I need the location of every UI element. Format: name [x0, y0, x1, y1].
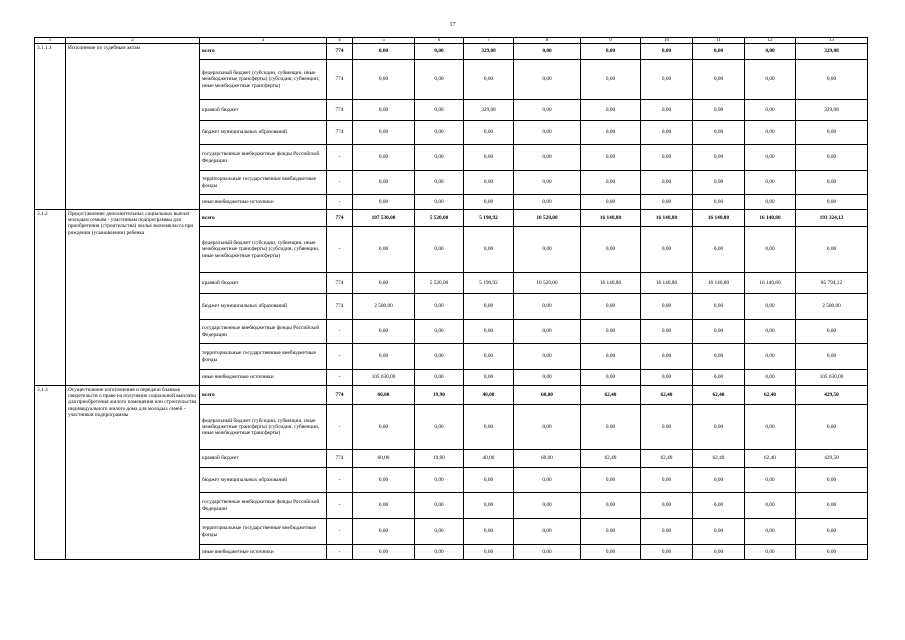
- total-value: 0,00: [796, 468, 868, 493]
- year-value: 0,00: [415, 294, 464, 320]
- year-value: 19,90: [415, 386, 464, 405]
- year-value: 0,00: [581, 60, 641, 100]
- total-value: 0,00: [796, 545, 868, 560]
- column-number: 1: [35, 38, 66, 44]
- year-value: 0,00: [693, 405, 745, 450]
- year-value: 0,00: [514, 60, 581, 100]
- year-value: 0,00: [514, 100, 581, 121]
- year-value: 5 520,00: [415, 273, 464, 294]
- year-value: 0,00: [353, 405, 415, 450]
- year-value: 0,00: [581, 545, 641, 560]
- year-value: 62,40: [745, 450, 796, 468]
- budget-code: -: [327, 545, 353, 560]
- year-value: 0,00: [514, 545, 581, 560]
- year-value: 0,00: [415, 171, 464, 195]
- year-value: 0,00: [353, 100, 415, 121]
- year-value: 0,00: [693, 171, 745, 195]
- funding-source: краевой бюджет: [200, 100, 327, 121]
- year-value: 0,00: [514, 121, 581, 145]
- year-value: 0,00: [745, 468, 796, 493]
- year-value: 0,00: [353, 171, 415, 195]
- budget-code: -: [327, 493, 353, 519]
- budget-code: -: [327, 405, 353, 450]
- year-value: 0,00: [641, 145, 693, 171]
- year-value: 0,00: [581, 171, 641, 195]
- column-number: 7: [464, 38, 514, 44]
- funding-source: бюджет муниципальных образований: [200, 294, 327, 320]
- column-number: 13: [796, 38, 868, 44]
- budget-code: 774: [327, 450, 353, 468]
- year-value: 0,00: [693, 60, 745, 100]
- year-value: 0,00: [745, 227, 796, 273]
- year-value: 0,00: [641, 121, 693, 145]
- year-value: 0,00: [514, 320, 581, 344]
- year-value: 329,08: [464, 100, 514, 121]
- year-value: 0,00: [514, 171, 581, 195]
- total-value: 0,00: [796, 493, 868, 519]
- year-value: 60,00: [514, 450, 581, 468]
- year-value: 0,00: [464, 405, 514, 450]
- budget-code: 774: [327, 273, 353, 294]
- year-value: 0,00: [415, 344, 464, 370]
- year-value: 0,00: [581, 100, 641, 121]
- year-value: 40,00: [464, 386, 514, 405]
- funding-source: территориальные государственные внебюджетные фонды: [200, 519, 327, 545]
- year-value: 0,00: [415, 121, 464, 145]
- year-value: 0,00: [415, 519, 464, 545]
- year-value: 40,00: [464, 450, 514, 468]
- year-value: 0,00: [693, 294, 745, 320]
- year-value: 0,00: [464, 468, 514, 493]
- year-value: 5 190,92: [464, 210, 514, 227]
- year-value: 0,00: [353, 44, 415, 60]
- year-value: 0,00: [581, 493, 641, 519]
- column-number: 2: [66, 38, 200, 44]
- year-value: 0,00: [415, 545, 464, 560]
- year-value: 16 140,80: [693, 210, 745, 227]
- funding-source: иные внебюджетные источники: [200, 545, 327, 560]
- total-value: 85 794,12: [796, 273, 868, 294]
- funding-source: государственные внебюджетные фонды Российской Федерации: [200, 145, 327, 171]
- year-value: 0,00: [745, 545, 796, 560]
- year-value: 62,40: [745, 386, 796, 405]
- year-value: 0,00: [581, 344, 641, 370]
- year-value: 0,00: [745, 294, 796, 320]
- year-value: 0,00: [353, 519, 415, 545]
- year-value: 0,00: [641, 405, 693, 450]
- year-value: 0,00: [415, 468, 464, 493]
- year-value: 10 520,00: [514, 210, 581, 227]
- year-value: 0,00: [641, 344, 693, 370]
- year-value: 0,00: [415, 320, 464, 344]
- year-value: 0,00: [514, 493, 581, 519]
- budget-code: 774: [327, 210, 353, 227]
- year-value: 0,00: [464, 545, 514, 560]
- year-value: 105 030,00: [353, 370, 415, 386]
- column-number: 12: [745, 38, 796, 44]
- year-value: 0,00: [745, 44, 796, 60]
- total-value: 429,50: [796, 450, 868, 468]
- year-value: 0,00: [514, 519, 581, 545]
- total-value: 0,00: [796, 145, 868, 171]
- year-value: 0,00: [581, 320, 641, 344]
- funding-source: всего: [200, 44, 327, 60]
- funding-source: федеральный бюджет (субсидии, субвенции, иные межбюджетные трансферты) (субсидии, субвенции, иные межбюджетные трансферты): [200, 405, 327, 450]
- year-value: 0,00: [693, 493, 745, 519]
- year-value: 0,00: [745, 320, 796, 344]
- item-name: Исполнение по судебным актам: [66, 44, 200, 210]
- year-value: 0,00: [693, 227, 745, 273]
- year-value: 16 140,80: [693, 273, 745, 294]
- year-value: 16 140,80: [641, 273, 693, 294]
- year-value: 0,00: [641, 171, 693, 195]
- year-value: 0,00: [464, 195, 514, 210]
- year-value: 0,00: [514, 344, 581, 370]
- year-value: 0,00: [514, 294, 581, 320]
- budget-table: [34, 37, 868, 560]
- budget-code: 774: [327, 60, 353, 100]
- year-value: 0,00: [745, 519, 796, 545]
- year-value: 0,00: [641, 100, 693, 121]
- column-number: 11: [693, 38, 745, 44]
- funding-source: федеральный бюджет (субсидии, субвенции, иные межбюджетные трансферты) (субсидии, субвенции, иные межбюджетные трансферты): [200, 60, 327, 100]
- year-value: 0,00: [641, 468, 693, 493]
- year-value: 0,00: [641, 370, 693, 386]
- item-code: 3.1.3: [35, 386, 66, 560]
- year-value: 0,00: [464, 227, 514, 273]
- budget-code: 774: [327, 100, 353, 121]
- column-number: 5: [353, 38, 415, 44]
- budget-code: -: [327, 195, 353, 210]
- year-value: 0,00: [353, 468, 415, 493]
- budget-code: 774: [327, 44, 353, 60]
- year-value: 0,00: [581, 121, 641, 145]
- budget-code: 774: [327, 294, 353, 320]
- column-number: 9: [581, 38, 641, 44]
- year-value: 0,00: [464, 370, 514, 386]
- year-value: 0,00: [514, 405, 581, 450]
- budget-code: -: [327, 227, 353, 273]
- year-value: 0,00: [693, 145, 745, 171]
- total-value: 329,08: [796, 44, 868, 60]
- year-value: 0,00: [514, 145, 581, 171]
- funding-source: краевой бюджет: [200, 450, 327, 468]
- year-value: 0,00: [581, 519, 641, 545]
- year-value: 0,00: [641, 227, 693, 273]
- year-value: 0,00: [745, 171, 796, 195]
- total-value: 105 030,00: [796, 370, 868, 386]
- year-value: 0,00: [514, 370, 581, 386]
- year-value: 0,00: [745, 405, 796, 450]
- year-value: 0,00: [464, 493, 514, 519]
- year-value: 0,00: [353, 344, 415, 370]
- year-value: 0,00: [415, 195, 464, 210]
- year-value: 0,00: [693, 519, 745, 545]
- year-value: 0,00: [745, 60, 796, 100]
- year-value: 0,00: [581, 468, 641, 493]
- year-value: 0,00: [581, 195, 641, 210]
- year-value: 16 140,80: [581, 273, 641, 294]
- year-value: 62,40: [641, 450, 693, 468]
- year-value: 0,00: [745, 493, 796, 519]
- year-value: 0,00: [745, 344, 796, 370]
- funding-source: бюджет муниципальных образований: [200, 468, 327, 493]
- year-value: 62,40: [581, 386, 641, 405]
- budget-code: -: [327, 519, 353, 545]
- year-value: 0,00: [415, 44, 464, 60]
- total-value: 329,08: [796, 100, 868, 121]
- funding-source: всего: [200, 210, 327, 227]
- page-number: 17: [449, 22, 456, 28]
- year-value: 62,40: [641, 386, 693, 405]
- year-value: 2 500,00: [353, 294, 415, 320]
- budget-code: 774: [327, 121, 353, 145]
- total-value: 0,00: [796, 60, 868, 100]
- total-value: 0,00: [796, 405, 868, 450]
- total-value: 0,00: [796, 227, 868, 273]
- year-value: 0,00: [464, 344, 514, 370]
- total-value: 429,50: [796, 386, 868, 405]
- total-value: 0,00: [796, 195, 868, 210]
- table-row: [35, 210, 868, 227]
- year-value: 0,00: [415, 227, 464, 273]
- year-value: 0,00: [581, 145, 641, 171]
- year-value: 16 140,80: [745, 273, 796, 294]
- year-value: 0,00: [745, 121, 796, 145]
- item-name: Осуществление изготовления и передачи бланков свидетельств о праве на получение социальной выплаты для приобретения жилого помещения или строительства индивидуального жилого дома для молодых семей - участников подпрограммы: [66, 386, 200, 560]
- year-value: 0,00: [353, 195, 415, 210]
- funding-source: федеральный бюджет (субсидии, субвенции, иные межбюджетные трансферты) (субсидии, субвенции, иные межбюджетные трансферты): [200, 227, 327, 273]
- year-value: 0,00: [641, 493, 693, 519]
- year-value: 16 140,80: [641, 210, 693, 227]
- funding-source: всего: [200, 386, 327, 405]
- year-value: 0,00: [693, 320, 745, 344]
- year-value: 0,00: [353, 60, 415, 100]
- year-value: 62,40: [693, 386, 745, 405]
- year-value: 16 140,80: [745, 210, 796, 227]
- year-value: 107 530,00: [353, 210, 415, 227]
- year-value: 0,00: [415, 405, 464, 450]
- year-value: 62,40: [581, 450, 641, 468]
- year-value: 0,00: [464, 519, 514, 545]
- year-value: 10 520,00: [514, 273, 581, 294]
- year-value: 60,00: [353, 386, 415, 405]
- year-value: 0,00: [693, 370, 745, 386]
- funding-source: территориальные государственные внебюджетные фонды: [200, 171, 327, 195]
- year-value: 0,00: [745, 370, 796, 386]
- column-number: 10: [641, 38, 693, 44]
- year-value: 0,00: [464, 320, 514, 344]
- year-value: 0,00: [353, 273, 415, 294]
- year-value: 62,40: [693, 450, 745, 468]
- year-value: 0,00: [581, 227, 641, 273]
- year-value: 0,00: [641, 60, 693, 100]
- year-value: 0,00: [693, 195, 745, 210]
- year-value: 0,00: [641, 44, 693, 60]
- year-value: 60,00: [514, 386, 581, 405]
- year-value: 0,00: [641, 519, 693, 545]
- funding-source: иные внебюджетные источники: [200, 370, 327, 386]
- year-value: 0,00: [641, 195, 693, 210]
- column-number: 4: [327, 38, 353, 44]
- table-row: [35, 44, 868, 60]
- year-value: 0,00: [415, 493, 464, 519]
- year-value: 0,00: [641, 320, 693, 344]
- year-value: 0,00: [464, 145, 514, 171]
- total-value: 0,00: [796, 519, 868, 545]
- total-value: 2 500,00: [796, 294, 868, 320]
- year-value: 0,00: [514, 227, 581, 273]
- year-value: 0,00: [693, 545, 745, 560]
- budget-code: -: [327, 320, 353, 344]
- budget-code: -: [327, 344, 353, 370]
- item-code: 3.1.1.1: [35, 44, 66, 210]
- total-value: 0,00: [796, 171, 868, 195]
- year-value: 0,00: [464, 294, 514, 320]
- year-value: 329,08: [464, 44, 514, 60]
- funding-source: иные внебюджетные источники: [200, 195, 327, 210]
- year-value: 0,00: [415, 370, 464, 386]
- total-value: 0,00: [796, 344, 868, 370]
- funding-source: государственные внебюджетные фонды Российской Федерации: [200, 320, 327, 344]
- year-value: 0,00: [353, 545, 415, 560]
- year-value: 0,00: [415, 100, 464, 121]
- year-value: 0,00: [464, 121, 514, 145]
- total-value: 0,00: [796, 320, 868, 344]
- column-number: 8: [514, 38, 581, 44]
- column-number: 3: [200, 38, 327, 44]
- year-value: 0,00: [581, 44, 641, 60]
- budget-code: -: [327, 468, 353, 493]
- year-value: 0,00: [581, 370, 641, 386]
- year-value: 5 520,00: [415, 210, 464, 227]
- funding-source: государственные внебюджетные фонды Российской Федерации: [200, 493, 327, 519]
- year-value: 0,00: [415, 60, 464, 100]
- year-value: 0,00: [353, 320, 415, 344]
- year-value: 0,00: [415, 145, 464, 171]
- budget-code: -: [327, 171, 353, 195]
- funding-source: территориальные государственные внебюджетные фонды: [200, 344, 327, 370]
- budget-code: 774: [327, 386, 353, 405]
- budget-code: -: [327, 370, 353, 386]
- year-value: 0,00: [514, 195, 581, 210]
- year-value: 0,00: [641, 545, 693, 560]
- year-value: 0,00: [514, 468, 581, 493]
- year-value: 0,00: [693, 121, 745, 145]
- year-value: 0,00: [581, 294, 641, 320]
- year-value: 5 190,92: [464, 273, 514, 294]
- year-value: 0,00: [353, 493, 415, 519]
- funding-source: краевой бюджет: [200, 273, 327, 294]
- year-value: 0,00: [464, 60, 514, 100]
- total-value: 0,00: [796, 121, 868, 145]
- budget-code: -: [327, 145, 353, 171]
- funding-source: бюджет муниципальных образований: [200, 121, 327, 145]
- year-value: 0,00: [514, 44, 581, 60]
- year-value: 60,00: [353, 450, 415, 468]
- year-value: 0,00: [693, 468, 745, 493]
- year-value: 0,00: [581, 405, 641, 450]
- year-value: 0,00: [353, 145, 415, 171]
- year-value: 0,00: [641, 294, 693, 320]
- item-code: 3.1.2: [35, 210, 66, 386]
- year-value: 0,00: [353, 121, 415, 145]
- year-value: 0,00: [353, 227, 415, 273]
- total-value: 193 324,12: [796, 210, 868, 227]
- year-value: 0,00: [693, 100, 745, 121]
- year-value: 16 140,80: [581, 210, 641, 227]
- year-value: 0,00: [745, 195, 796, 210]
- year-value: 0,00: [464, 171, 514, 195]
- item-name: Предоставление дополнительных социальных выплат молодым семьям - участникам подпрограммы для приобретения (строительства) жилья экономкласса при рождении (усыновлении) ребенка: [66, 210, 200, 386]
- year-value: 19,90: [415, 450, 464, 468]
- year-value: 0,00: [745, 100, 796, 121]
- year-value: 0,00: [693, 44, 745, 60]
- year-value: 0,00: [745, 145, 796, 171]
- table-row: [35, 386, 868, 405]
- year-value: 0,00: [693, 344, 745, 370]
- column-number: 6: [415, 38, 464, 44]
